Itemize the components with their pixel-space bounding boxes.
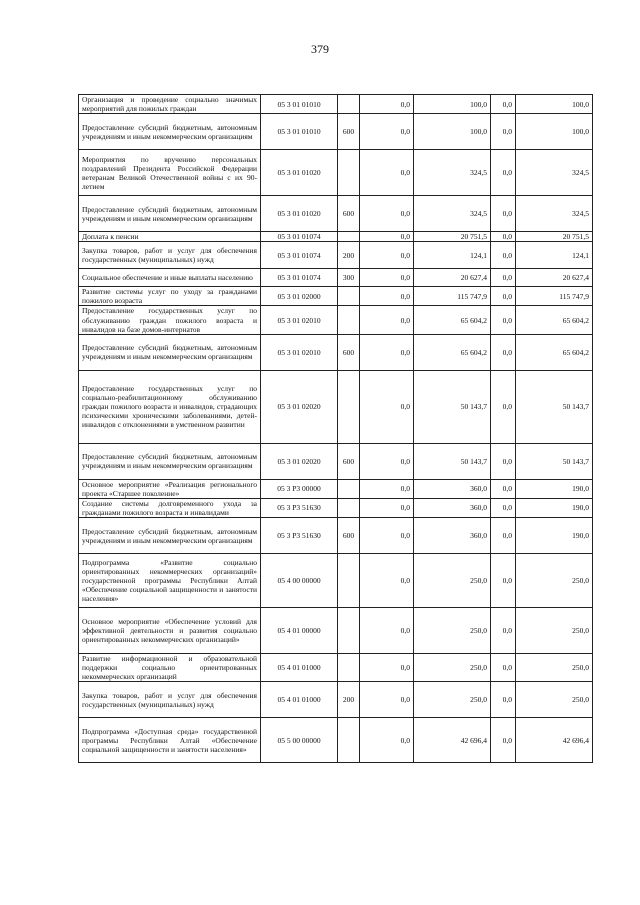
amount-col-3: 0,0 (491, 150, 516, 196)
target-article-code: 05 4 01 01000 (261, 682, 338, 718)
amount-col-1: 0,0 (360, 269, 414, 287)
expense-type-code (338, 232, 360, 242)
amount-col-2: 50 143,7 (414, 443, 491, 479)
amount-col-4: 50 143,7 (516, 370, 593, 443)
row-name: Организация и проведение социально значимых мероприятий для пожилых граждан (79, 95, 261, 114)
amount-col-3: 0,0 (491, 718, 516, 763)
target-article-code: 05 3 01 01074 (261, 232, 338, 242)
amount-col-4: 324,5 (516, 150, 593, 196)
table-row (79, 498, 593, 517)
amount-col-2: 100,0 (414, 114, 491, 150)
row-name: Закупка товаров, работ и услуг для обеспечения государственных (муниципальных) нужд (79, 242, 261, 269)
amount-col-3: 0,0 (491, 114, 516, 150)
table-row (79, 370, 593, 443)
row-name: Создание системы долговременного ухода за гражданами пожилого возраста и инвалидами (79, 498, 261, 517)
amount-col-1: 0,0 (360, 498, 414, 517)
amount-col-4: 65 604,2 (516, 334, 593, 370)
amount-col-2: 65 604,2 (414, 306, 491, 334)
expense-type-code: 200 (338, 682, 360, 718)
row-name: Предоставление субсидий бюджетным, автономным учреждениям и иным некоммерческим организациям (79, 443, 261, 479)
amount-col-4: 65 604,2 (516, 306, 593, 334)
amount-col-3: 0,0 (491, 682, 516, 718)
target-article-code: 05 3 P3 51630 (261, 518, 338, 554)
amount-col-3: 0,0 (491, 443, 516, 479)
amount-col-2: 100,0 (414, 95, 491, 114)
expense-type-code: 600 (338, 334, 360, 370)
expense-type-code (338, 554, 360, 608)
row-name: Предоставление субсидий бюджетным, автономным учреждениям и иным некоммерческим организациям (79, 114, 261, 150)
amount-col-1: 0,0 (360, 95, 414, 114)
row-name: Доплата к пенсии (79, 232, 261, 242)
amount-col-4: 20 627,4 (516, 269, 593, 287)
amount-col-2: 65 604,2 (414, 334, 491, 370)
expense-type-code (338, 150, 360, 196)
target-article-code: 05 3 01 02000 (261, 287, 338, 306)
amount-col-3: 0,0 (491, 479, 516, 498)
amount-col-3: 0,0 (491, 554, 516, 608)
table-row (79, 608, 593, 654)
table-row (79, 682, 593, 718)
amount-col-1: 0,0 (360, 150, 414, 196)
table-row (79, 554, 593, 608)
expense-type-code (338, 287, 360, 306)
amount-col-1: 0,0 (360, 718, 414, 763)
expense-type-code: 600 (338, 443, 360, 479)
amount-col-3: 0,0 (491, 196, 516, 232)
amount-col-1: 0,0 (360, 654, 414, 682)
table-row (79, 114, 593, 150)
amount-col-3: 0,0 (491, 95, 516, 114)
amount-col-1: 0,0 (360, 287, 414, 306)
row-name: Подпрограмма «Доступная среда» государственной программы Республики Алтай «Обеспечение социальной защищенности и занятости населения» (79, 718, 261, 763)
target-article-code: 05 3 01 02010 (261, 334, 338, 370)
amount-col-4: 250,0 (516, 608, 593, 654)
target-article-code: 05 3 01 02020 (261, 443, 338, 479)
expense-type-code: 300 (338, 269, 360, 287)
amount-col-2: 115 747,9 (414, 287, 491, 306)
amount-col-1: 0,0 (360, 608, 414, 654)
row-name: Основное мероприятие «Обеспечение условий для эффективной деятельности и развития социально ориентированных некоммерческих организаций» (79, 608, 261, 654)
expense-type-code: 600 (338, 518, 360, 554)
amount-col-2: 360,0 (414, 479, 491, 498)
table-row (79, 232, 593, 242)
row-name: Основное мероприятие «Реализация регионального проекта «Старшее поколение» (79, 479, 261, 498)
target-article-code: 05 3 01 01074 (261, 242, 338, 269)
expense-type-code (338, 718, 360, 763)
amount-col-1: 0,0 (360, 334, 414, 370)
amount-col-2: 250,0 (414, 608, 491, 654)
amount-col-3: 0,0 (491, 242, 516, 269)
amount-col-4: 100,0 (516, 114, 593, 150)
target-article-code: 05 3 01 01074 (261, 269, 338, 287)
amount-col-4: 250,0 (516, 554, 593, 608)
row-name: Предоставление государственных услуг по социально-реабилитационному обслуживанию граждан пожилого возраста и инвалидов, страдающих психическими хроническими заболеваниями, детей-инвалидов с отклонениями в умственном развитии (79, 370, 261, 443)
amount-col-2: 360,0 (414, 498, 491, 517)
amount-col-2: 20 627,4 (414, 269, 491, 287)
amount-col-3: 0,0 (491, 654, 516, 682)
amount-col-4: 250,0 (516, 654, 593, 682)
amount-col-3: 0,0 (491, 518, 516, 554)
amount-col-4: 50 143,7 (516, 443, 593, 479)
amount-col-4: 324,5 (516, 196, 593, 232)
table-row (79, 518, 593, 554)
table-row (79, 269, 593, 287)
amount-col-3: 0,0 (491, 232, 516, 242)
row-name: Закупка товаров, работ и услуг для обеспечения государственных (муниципальных) нужд (79, 682, 261, 718)
amount-col-3: 0,0 (491, 370, 516, 443)
target-article-code: 05 4 01 01000 (261, 654, 338, 682)
page-number: 379 (311, 42, 329, 56)
table-row (79, 479, 593, 498)
row-name: Подпрограмма «Развитие социально ориентированных некоммерческих организаций» государственной программы Республики Алтай «Обеспечение социальной защищенности и занятости населения» (79, 554, 261, 608)
table-row (79, 287, 593, 306)
expense-type-code (338, 95, 360, 114)
table-row (79, 150, 593, 196)
target-article-code: 05 4 00 00000 (261, 554, 338, 608)
target-article-code: 05 3 01 01020 (261, 150, 338, 196)
amount-col-1: 0,0 (360, 242, 414, 269)
amount-col-1: 0,0 (360, 682, 414, 718)
amount-col-1: 0,0 (360, 306, 414, 334)
expense-type-code (338, 608, 360, 654)
amount-col-3: 0,0 (491, 608, 516, 654)
expense-type-code (338, 654, 360, 682)
target-article-code: 05 3 01 01010 (261, 114, 338, 150)
target-article-code: 05 3 01 02010 (261, 306, 338, 334)
amount-col-1: 0,0 (360, 479, 414, 498)
row-name: Развитие информационной и образовательной поддержки социально ориентированных некоммерческих организаций (79, 654, 261, 682)
expense-type-code: 600 (338, 114, 360, 150)
table-row (79, 334, 593, 370)
row-name: Предоставление субсидий бюджетным, автономным учреждениям и иным некоммерческим организациям (79, 334, 261, 370)
amount-col-2: 250,0 (414, 654, 491, 682)
amount-col-4: 190,0 (516, 498, 593, 517)
amount-col-1: 0,0 (360, 232, 414, 242)
amount-col-2: 42 696,4 (414, 718, 491, 763)
amount-col-4: 115 747,9 (516, 287, 593, 306)
expense-type-code (338, 306, 360, 334)
expense-type-code (338, 498, 360, 517)
row-name: Мероприятия по вручению персональных поздравлений Президента Российской Федерации ветеранам Великой Отечественной войны с их 90-летием (79, 150, 261, 196)
target-article-code: 05 3 P3 00000 (261, 479, 338, 498)
amount-col-4: 250,0 (516, 682, 593, 718)
amount-col-2: 360,0 (414, 518, 491, 554)
amount-col-4: 190,0 (516, 518, 593, 554)
amount-col-3: 0,0 (491, 269, 516, 287)
amount-col-1: 0,0 (360, 443, 414, 479)
amount-col-4: 100,0 (516, 95, 593, 114)
amount-col-2: 250,0 (414, 554, 491, 608)
table-row (79, 654, 593, 682)
table-row (79, 196, 593, 232)
amount-col-4: 20 751,5 (516, 232, 593, 242)
target-article-code: 05 5 00 00000 (261, 718, 338, 763)
target-article-code: 05 3 01 01020 (261, 196, 338, 232)
table-row (79, 306, 593, 334)
amount-col-2: 50 143,7 (414, 370, 491, 443)
target-article-code: 05 3 P3 51630 (261, 498, 338, 517)
amount-col-2: 250,0 (414, 682, 491, 718)
amount-col-3: 0,0 (491, 306, 516, 334)
amount-col-3: 0,0 (491, 498, 516, 517)
budget-table (78, 94, 593, 763)
amount-col-1: 0,0 (360, 370, 414, 443)
amount-col-2: 324,5 (414, 196, 491, 232)
amount-col-1: 0,0 (360, 518, 414, 554)
amount-col-2: 20 751,5 (414, 232, 491, 242)
table-row (79, 242, 593, 269)
table-row (79, 95, 593, 114)
expense-type-code: 200 (338, 242, 360, 269)
amount-col-3: 0,0 (491, 287, 516, 306)
amount-col-1: 0,0 (360, 114, 414, 150)
expense-type-code (338, 370, 360, 443)
amount-col-2: 124,1 (414, 242, 491, 269)
expense-type-code (338, 479, 360, 498)
target-article-code: 05 3 01 01010 (261, 95, 338, 114)
target-article-code: 05 4 01 00000 (261, 608, 338, 654)
row-name: Предоставление субсидий бюджетным, автономным учреждениям и иным некоммерческим организациям (79, 196, 261, 232)
amount-col-4: 190,0 (516, 479, 593, 498)
amount-col-2: 324,5 (414, 150, 491, 196)
amount-col-3: 0,0 (491, 334, 516, 370)
expense-type-code: 600 (338, 196, 360, 232)
row-name: Развитие системы услуг по уходу за гражданами пожилого возраста (79, 287, 261, 306)
target-article-code: 05 3 01 02020 (261, 370, 338, 443)
amount-col-4: 124,1 (516, 242, 593, 269)
row-name: Социальное обеспечение и иные выплаты населению (79, 269, 261, 287)
amount-col-1: 0,0 (360, 196, 414, 232)
table-row (79, 443, 593, 479)
table-row (79, 718, 593, 763)
amount-col-4: 42 696,4 (516, 718, 593, 763)
amount-col-1: 0,0 (360, 554, 414, 608)
row-name: Предоставление субсидий бюджетным, автономным учреждениям и иным некоммерческим организациям (79, 518, 261, 554)
row-name: Предоставление государственных услуг по обслуживанию граждан пожилого возраста и инвалидов на базе домов-интернатов (79, 306, 261, 334)
